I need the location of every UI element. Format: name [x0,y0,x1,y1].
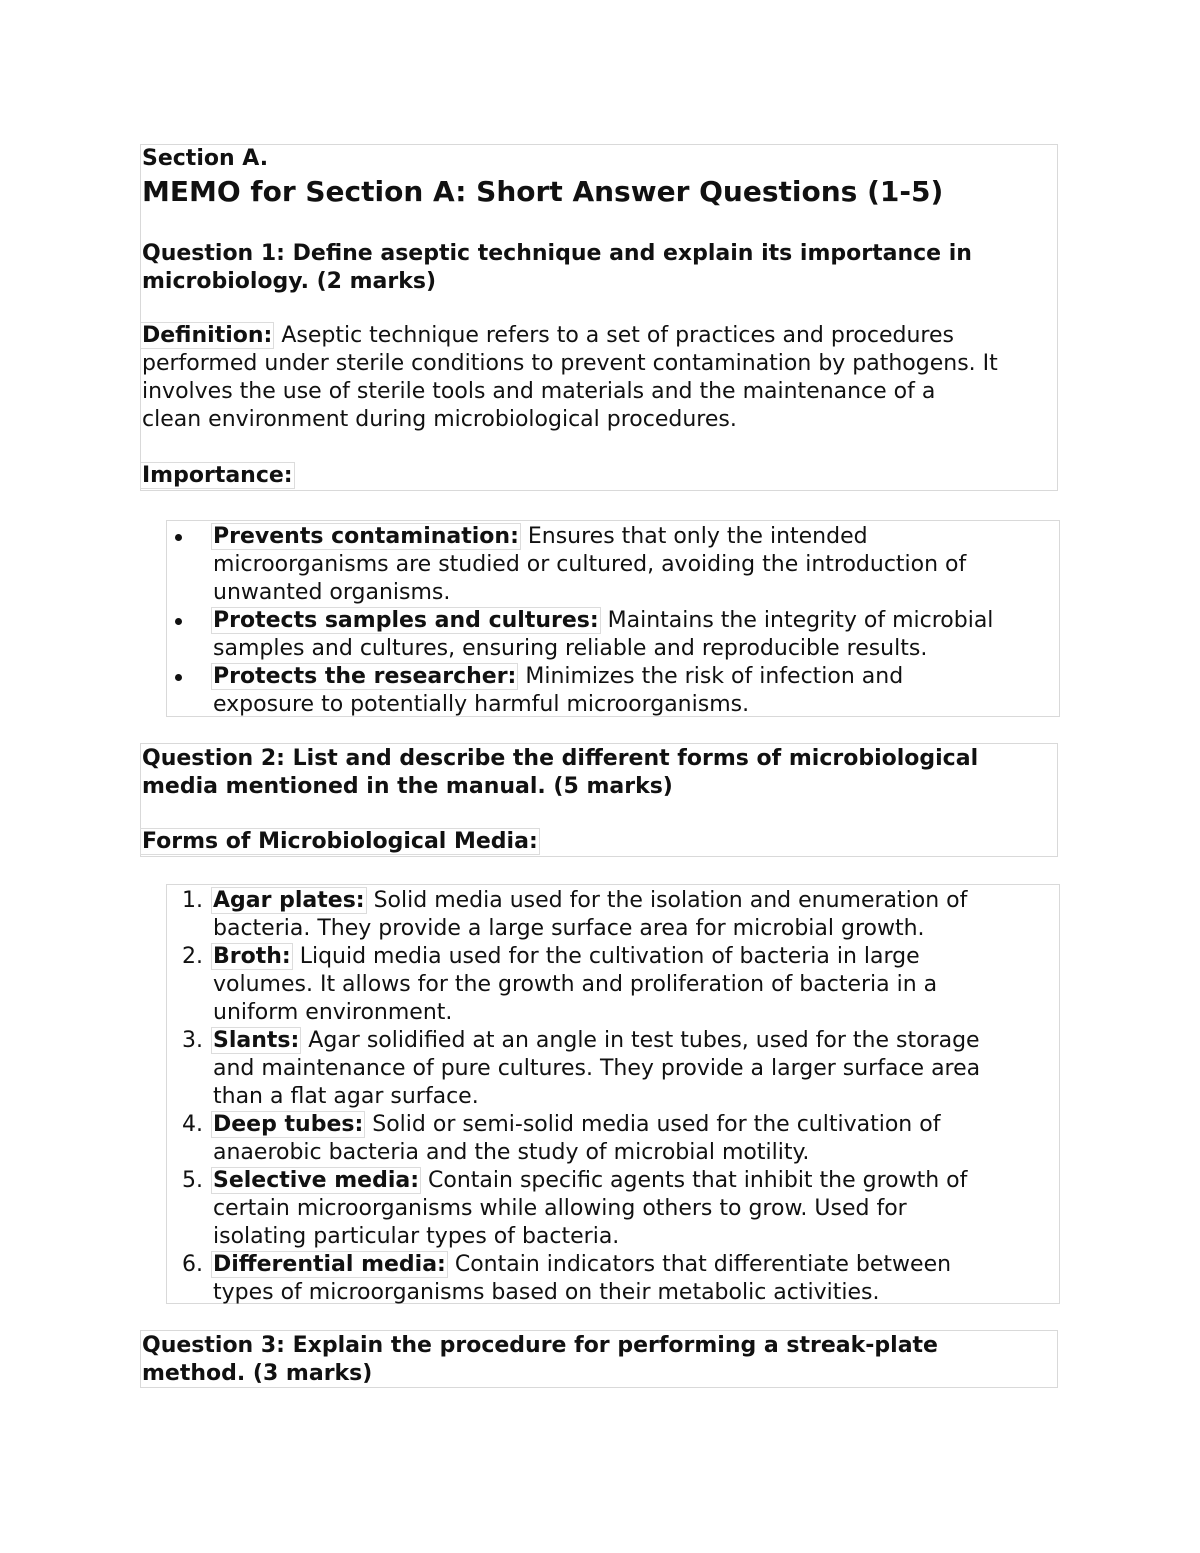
list-item-line: than a flat agar surface. [213,1084,479,1109]
list-number: 3. [182,1028,203,1053]
list-item-term: Broth: [213,944,291,969]
list-item [167,1251,1059,1307]
list-item-text: Minimizes the risk of infection and [518,664,904,689]
list-number: 2. [182,944,203,969]
list-item-line: unwanted organisms. [213,580,451,605]
forms-heading-line [142,828,540,856]
list-item [167,1027,1059,1111]
list-item-line [213,943,1059,971]
list-item-line [213,1167,1059,1195]
definition-text: Aseptic technique refers to a set of practices and procedures [274,323,954,348]
bullet-icon [175,674,182,681]
list-item-text: Maintains the integrity of microbial [600,608,994,633]
q1-title [142,240,972,296]
importance-term: Importance: [142,463,293,488]
list-item-line: isolating particular types of bacteria. [213,1224,620,1249]
definition-line: clean environment during microbiological procedures. [142,407,737,432]
q1-title-line: microbiology. (2 marks) [142,269,437,294]
list-item-term: Agar plates: [213,888,365,913]
bullet-icon [175,534,182,541]
list-item-line [213,607,1059,635]
list-item [167,663,1059,719]
memo-title: MEMO for Section A: Short Answer Questions (1-5) [142,175,944,208]
q2-title-line: Question 2: List and describe the different forms of microbiological [142,746,979,771]
list-item-term: Slants: [213,1028,300,1053]
q1-definition [142,322,998,434]
list-item-term: Deep tubes: [213,1112,364,1137]
q3-title-line: method. (3 marks) [142,1361,373,1386]
importance-list [166,520,1060,717]
list-item-line: exposure to potentially harmful microorganisms. [213,692,750,717]
list-item-line [213,887,1059,915]
list-number: 4. [182,1112,203,1137]
list-item-text: Ensures that only the intended [520,524,868,549]
list-item-line: anaerobic bacteria and the study of microbial motility. [213,1140,810,1165]
list-item-line: certain microorganisms while allowing others to grow. Used for [213,1196,907,1221]
list-number: 5. [182,1168,203,1193]
list-item [167,1111,1059,1167]
list-item-line: bacteria. They provide a large surface area for microbial growth. [213,916,925,941]
list-item-text: Solid or semi-solid media used for the cultivation of [365,1112,941,1137]
q1-importance [142,462,295,490]
q2-forms-heading [142,828,540,856]
definition-line: involves the use of sterile tools and materials and the maintenance of a [142,379,936,404]
q3-title [142,1332,938,1388]
list-item [167,943,1059,1027]
list-item-term: Prevents contamination: [213,524,519,549]
list-number: 1. [182,888,203,913]
list-item [167,1167,1059,1251]
bullet-icon [175,618,182,625]
list-item-text: Liquid media used for the cultivation of bacteria in large [292,944,920,969]
definition-term: Definition: [142,323,273,348]
list-item [167,607,1059,663]
list-item-line [213,523,1059,551]
list-item-term: Differential media: [213,1252,446,1277]
list-item-text: Contain indicators that differentiate between [447,1252,952,1277]
list-item-term: Protects the researcher: [213,664,517,689]
q1-title-line: Question 1: Define aseptic technique and explain its importance in [142,241,972,266]
list-item-line [213,1251,1059,1279]
list-item-term: Protects samples and cultures: [213,608,599,633]
list-item [167,887,1059,943]
list-item-line: types of microorganisms based on their metabolic activities. [213,1280,880,1305]
q3-title-line: Question 3: Explain the procedure for performing a streak-plate [142,1333,938,1358]
definition-line: performed under sterile conditions to prevent contamination by pathogens. It [142,351,998,376]
list-item-line [213,1027,1059,1055]
list-item-text: Solid media used for the isolation and enumeration of [366,888,968,913]
forms-heading: Forms of Microbiological Media: [142,829,538,854]
list-item-text: Agar solidified at an angle in test tubes, used for the storage [301,1028,980,1053]
list-item-line: microorganisms are studied or cultured, avoiding the introduction of [213,552,967,577]
list-item-term: Selective media: [213,1168,420,1193]
list-item-line [213,1111,1059,1139]
q2-title [142,745,978,801]
importance-line [142,462,295,490]
definition-line [142,322,998,350]
list-item-text: Contain specific agents that inhibit the growth of [421,1168,968,1193]
list-item-line: uniform environment. [213,1000,453,1025]
list-item-line [213,663,1059,691]
list-number: 6. [182,1252,203,1277]
list-item [167,523,1059,607]
list-item-line: volumes. It allows for the growth and proliferation of bacteria in a [213,972,938,997]
list-item-line: and maintenance of pure cultures. They provide a larger surface area [213,1056,981,1081]
media-list [166,884,1060,1304]
list-item-line: samples and cultures, ensuring reliable and reproducible results. [213,636,928,661]
q2-title-line: media mentioned in the manual. (5 marks) [142,774,673,799]
section-label: Section A. [142,146,269,171]
